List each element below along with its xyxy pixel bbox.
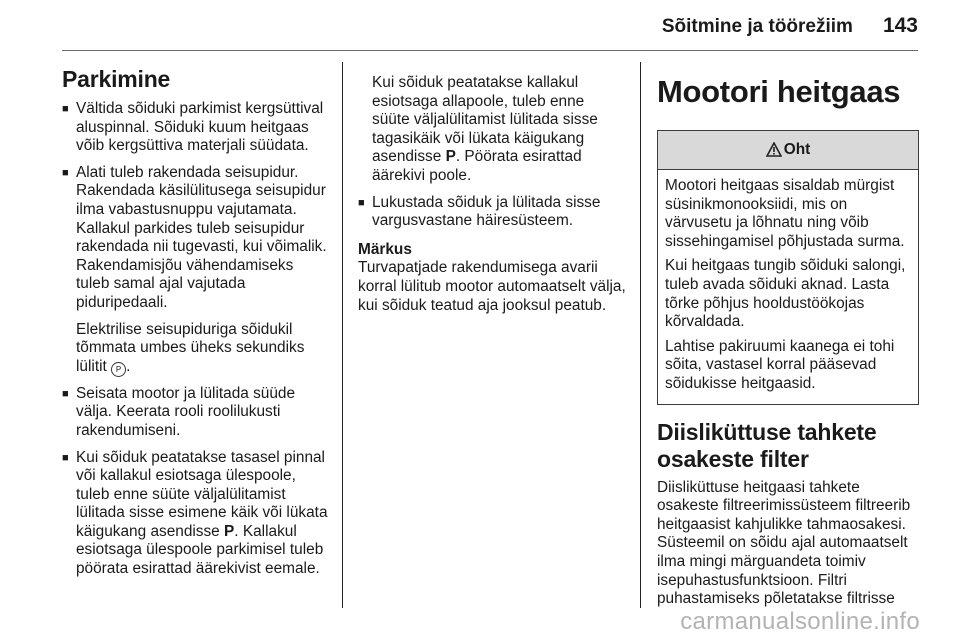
parking-list bbox=[62, 100, 330, 313]
column-3 bbox=[657, 66, 919, 609]
warning-paragraph: Kui heitgaas tungib sõiduki salongi, tuleb avada sõiduki aknad. Lasta tõrke põhjus hooldustöökojas kõrvaldada. bbox=[665, 257, 906, 331]
column-2 bbox=[358, 74, 626, 315]
list-item: ■ Lukustada sõiduk ja lülitada sisse vargusvastane häiresüsteem. bbox=[358, 193, 601, 230]
header-rule bbox=[62, 50, 918, 51]
parking-list bbox=[358, 194, 626, 231]
list-item: ■ Vältida sõiduki parkimist kergsüttival aluspinnal. Sõiduki kuum heitgaas võib kergsüttiva materjali süüdata. bbox=[62, 100, 324, 155]
square-bullet-icon: ■ bbox=[62, 103, 69, 115]
dpf-heading: Diisliküttuse tahkete osakeste filter bbox=[657, 418, 877, 472]
list-item: ■ Seisata mootor ja lülitada süüde välja. Keerata rooli roolilukusti rakendumiseni. bbox=[62, 384, 296, 439]
list-item: ■ Kui sõiduk peatatakse tasasel pinnal või kallakul esiotsaga ülespoole, tuleb enne süüte väljalülitamist lülitada sisse esimene käik või lükata käigukang asendisse P. Kallakul esiotsaga ülespoole parkimisel tuleb pöörata esirattad äärekivist eemale. bbox=[62, 448, 328, 578]
chapter-title: Sõitmine ja töörežiim bbox=[661, 16, 853, 37]
square-bullet-icon: ■ bbox=[358, 196, 365, 209]
warning-box bbox=[657, 130, 919, 405]
list-item-continuation: Kui sõiduk peatatakse kallakul esiotsaga allapoole, tuleb enne süüte väljalülitamist lülitada sisse tagasikäik või lükata käigukang asendisse P. Pöörata esirattad äärekivi poole. bbox=[372, 74, 598, 184]
exhaust-heading: Mootori heitgaas bbox=[657, 74, 901, 109]
column-divider bbox=[640, 62, 641, 608]
square-bullet-icon: ■ bbox=[62, 451, 69, 464]
warning-body bbox=[658, 170, 918, 404]
column-1 bbox=[62, 66, 330, 587]
warning-paragraph: Lahtise pakiruumi kaanega ei tohi sõita, vastasel korral pääsevad sõidukisse heitgaasid. bbox=[665, 337, 895, 392]
column-divider bbox=[342, 62, 343, 608]
note-text: Turvapatjade rakendumisega avarii korral lülitub mootor automaatselt välja, kui sõiduk teatud aja jooksul peatub. bbox=[358, 259, 626, 314]
dpf-text: Diisliküttuse heitgaasi tahkete osakeste filtreerimissüsteem filtreerib heitgaasist kahjulikke tahmaosakesi. Süsteemil on sõidu ajal automaatselt ilma mingi märguandeta toimiv isepuhastusfunktsioon. Filtri puhastamiseks põletatakse filtrisse bbox=[657, 478, 911, 608]
parking-heading: Parkimine bbox=[62, 66, 171, 92]
parking-list bbox=[62, 385, 330, 579]
square-bullet-icon: ■ bbox=[62, 166, 69, 179]
page-number: 143 bbox=[882, 14, 918, 37]
warning-triangle-icon bbox=[766, 142, 782, 157]
page-header bbox=[662, 14, 918, 38]
square-bullet-icon: ■ bbox=[62, 387, 69, 400]
note-label: Märkus bbox=[358, 240, 412, 258]
parking-brake-icon: P bbox=[111, 362, 126, 377]
warning-paragraph: Mootori heitgaas sisaldab mürgist süsinikmonooksiidi, mis on värvusetu ja lõhnatu ning võib sissehingamisel põhjustada surma. bbox=[665, 177, 905, 250]
list-item: ■ Alati tuleb rakendada seisupidur. Rakendada käsilülitusega seisupidur ilma vabastusnuppu vajutamata. Kallakul parkides tuleb seisupidur rakendada nii tugevasti, kui võimalik. Rakendamisjõu vähendamiseks tuleb samal ajal vajutada piduripedaali. bbox=[62, 163, 327, 311]
watermark: carmanualsonline.info bbox=[680, 608, 920, 635]
list-item-continuation: Elektrilise seisupiduriga sõidukil tõmmata umbes üheks sekundiks lülitit P . bbox=[76, 320, 305, 375]
warning-header bbox=[658, 131, 918, 170]
warning-label: Oht bbox=[783, 141, 811, 158]
